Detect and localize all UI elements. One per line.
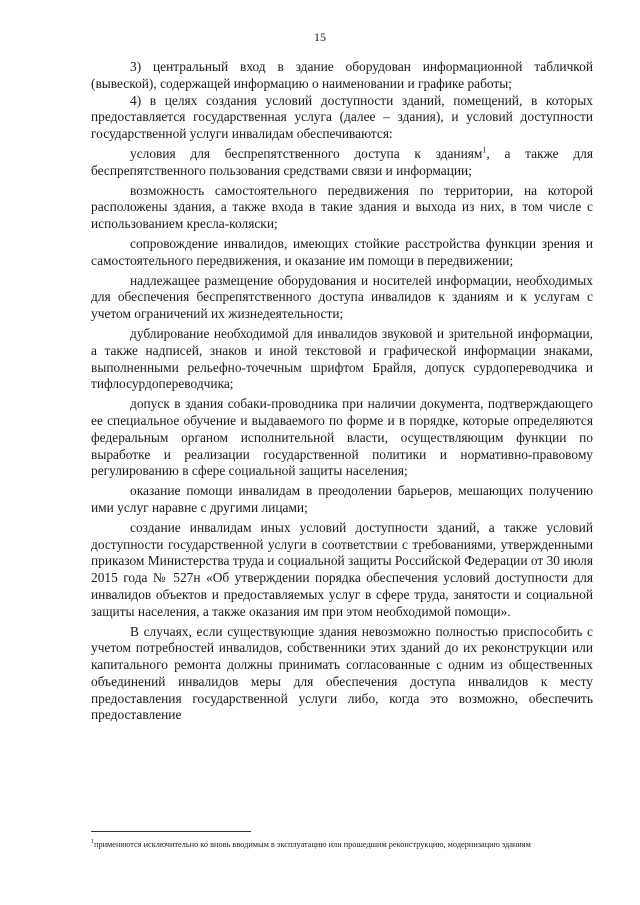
paragraph: сопровождение инвалидов, имеющих стойкие расстройства функции зрения и самостоятельного передвижения, и оказание им помощи в передвижении; bbox=[91, 235, 593, 268]
paragraph-text-tail: , а также для беспрепятственного пользования средствами связи и информации; bbox=[91, 145, 593, 178]
footnote-separator bbox=[91, 831, 251, 832]
paragraph: 3) центральный вход в здание оборудован информационной табличкой (вывеской), содержащей информацию о наименовании и графике работы; bbox=[91, 59, 593, 91]
footnote-text: применяются исключительно ко вновь вводимым в эксплуатацию или прошедшим реконструкцию, модернизацию зданиям bbox=[94, 840, 531, 849]
paragraph: оказание помощи инвалидам в преодолении барьеров, мешающих получению ими услуг наравне с другими лицами; bbox=[91, 483, 593, 515]
paragraph: дублирование необходимой для инвалидов звуковой и зрительной информации, а также надписей, знаков и иной текстовой и графической информации знаками, выполненными рельефно-точечным шрифтом Брайля, допуск сурдопереводчика и тифлосурдопереводчика; bbox=[91, 325, 593, 392]
page-number: 15 bbox=[314, 30, 326, 44]
paragraph bbox=[91, 146, 593, 180]
paragraph: В случаях, если существующие здания невозможно полностью приспособить с учетом потребностей инвалидов, собственники этих зданий до их реконструкции или капитального ремонта должны принимать согласованные с одним из общественных объединений инвалидов меры для обеспечения доступа инвалидов к месту предоставления государственной услуги либо, когда это возможно, обеспечить предоставление bbox=[91, 623, 593, 723]
paragraph: допуск в здания собаки-проводника при наличии документа, подтверждающего ее специальное обучение и выдаваемого по форме и в порядке, которые определяются федеральным органом исполнительной власти, осуществляющим функции по выработке и реализации государственной политики и нормативно-правовому регулированию в сфере социальной защиты населения; bbox=[91, 396, 593, 479]
paragraph: 4) в целях создания условий доступности зданий, помещений, в которых предоставляется государственная услуга (далее – здания), и условий доступности государственной услуги инвалидам обеспечиваются: bbox=[91, 92, 593, 142]
footnote-reference: 1 bbox=[482, 145, 487, 155]
paragraph: надлежащее размещение оборудования и носителей информации, необходимых для обеспечения беспрепятственного доступа инвалидов к зданиям и к услугам с учетом ограничений их жизнедеятельности; bbox=[91, 272, 593, 322]
paragraph: возможность самостоятельного передвижения по территории, на которой расположены здания, а также входа в такие здания и выхода из них, в том числе с использованием кресла-коляски; bbox=[91, 182, 593, 232]
footnote-marker: 1 bbox=[91, 839, 94, 846]
document-body bbox=[91, 59, 593, 724]
footnote bbox=[91, 839, 593, 850]
paragraph-text: условия для беспрепятственного доступа к зданиям bbox=[130, 145, 483, 161]
paragraph: создание инвалидам иных условий доступности зданий, а также условий доступности государственной услуги в соответствии с требованиями, утвержденными приказом Министерства труда и социальной защиты Российской Федерации от 30 июля 2015 года № 527н «Об утверждении порядка обеспечения условий доступности для инвалидов объектов и предоставляемых услуг в сфере труда, занятости и социальной защиты населения, а также оказания им при этом необходимой помощи». bbox=[91, 519, 593, 619]
